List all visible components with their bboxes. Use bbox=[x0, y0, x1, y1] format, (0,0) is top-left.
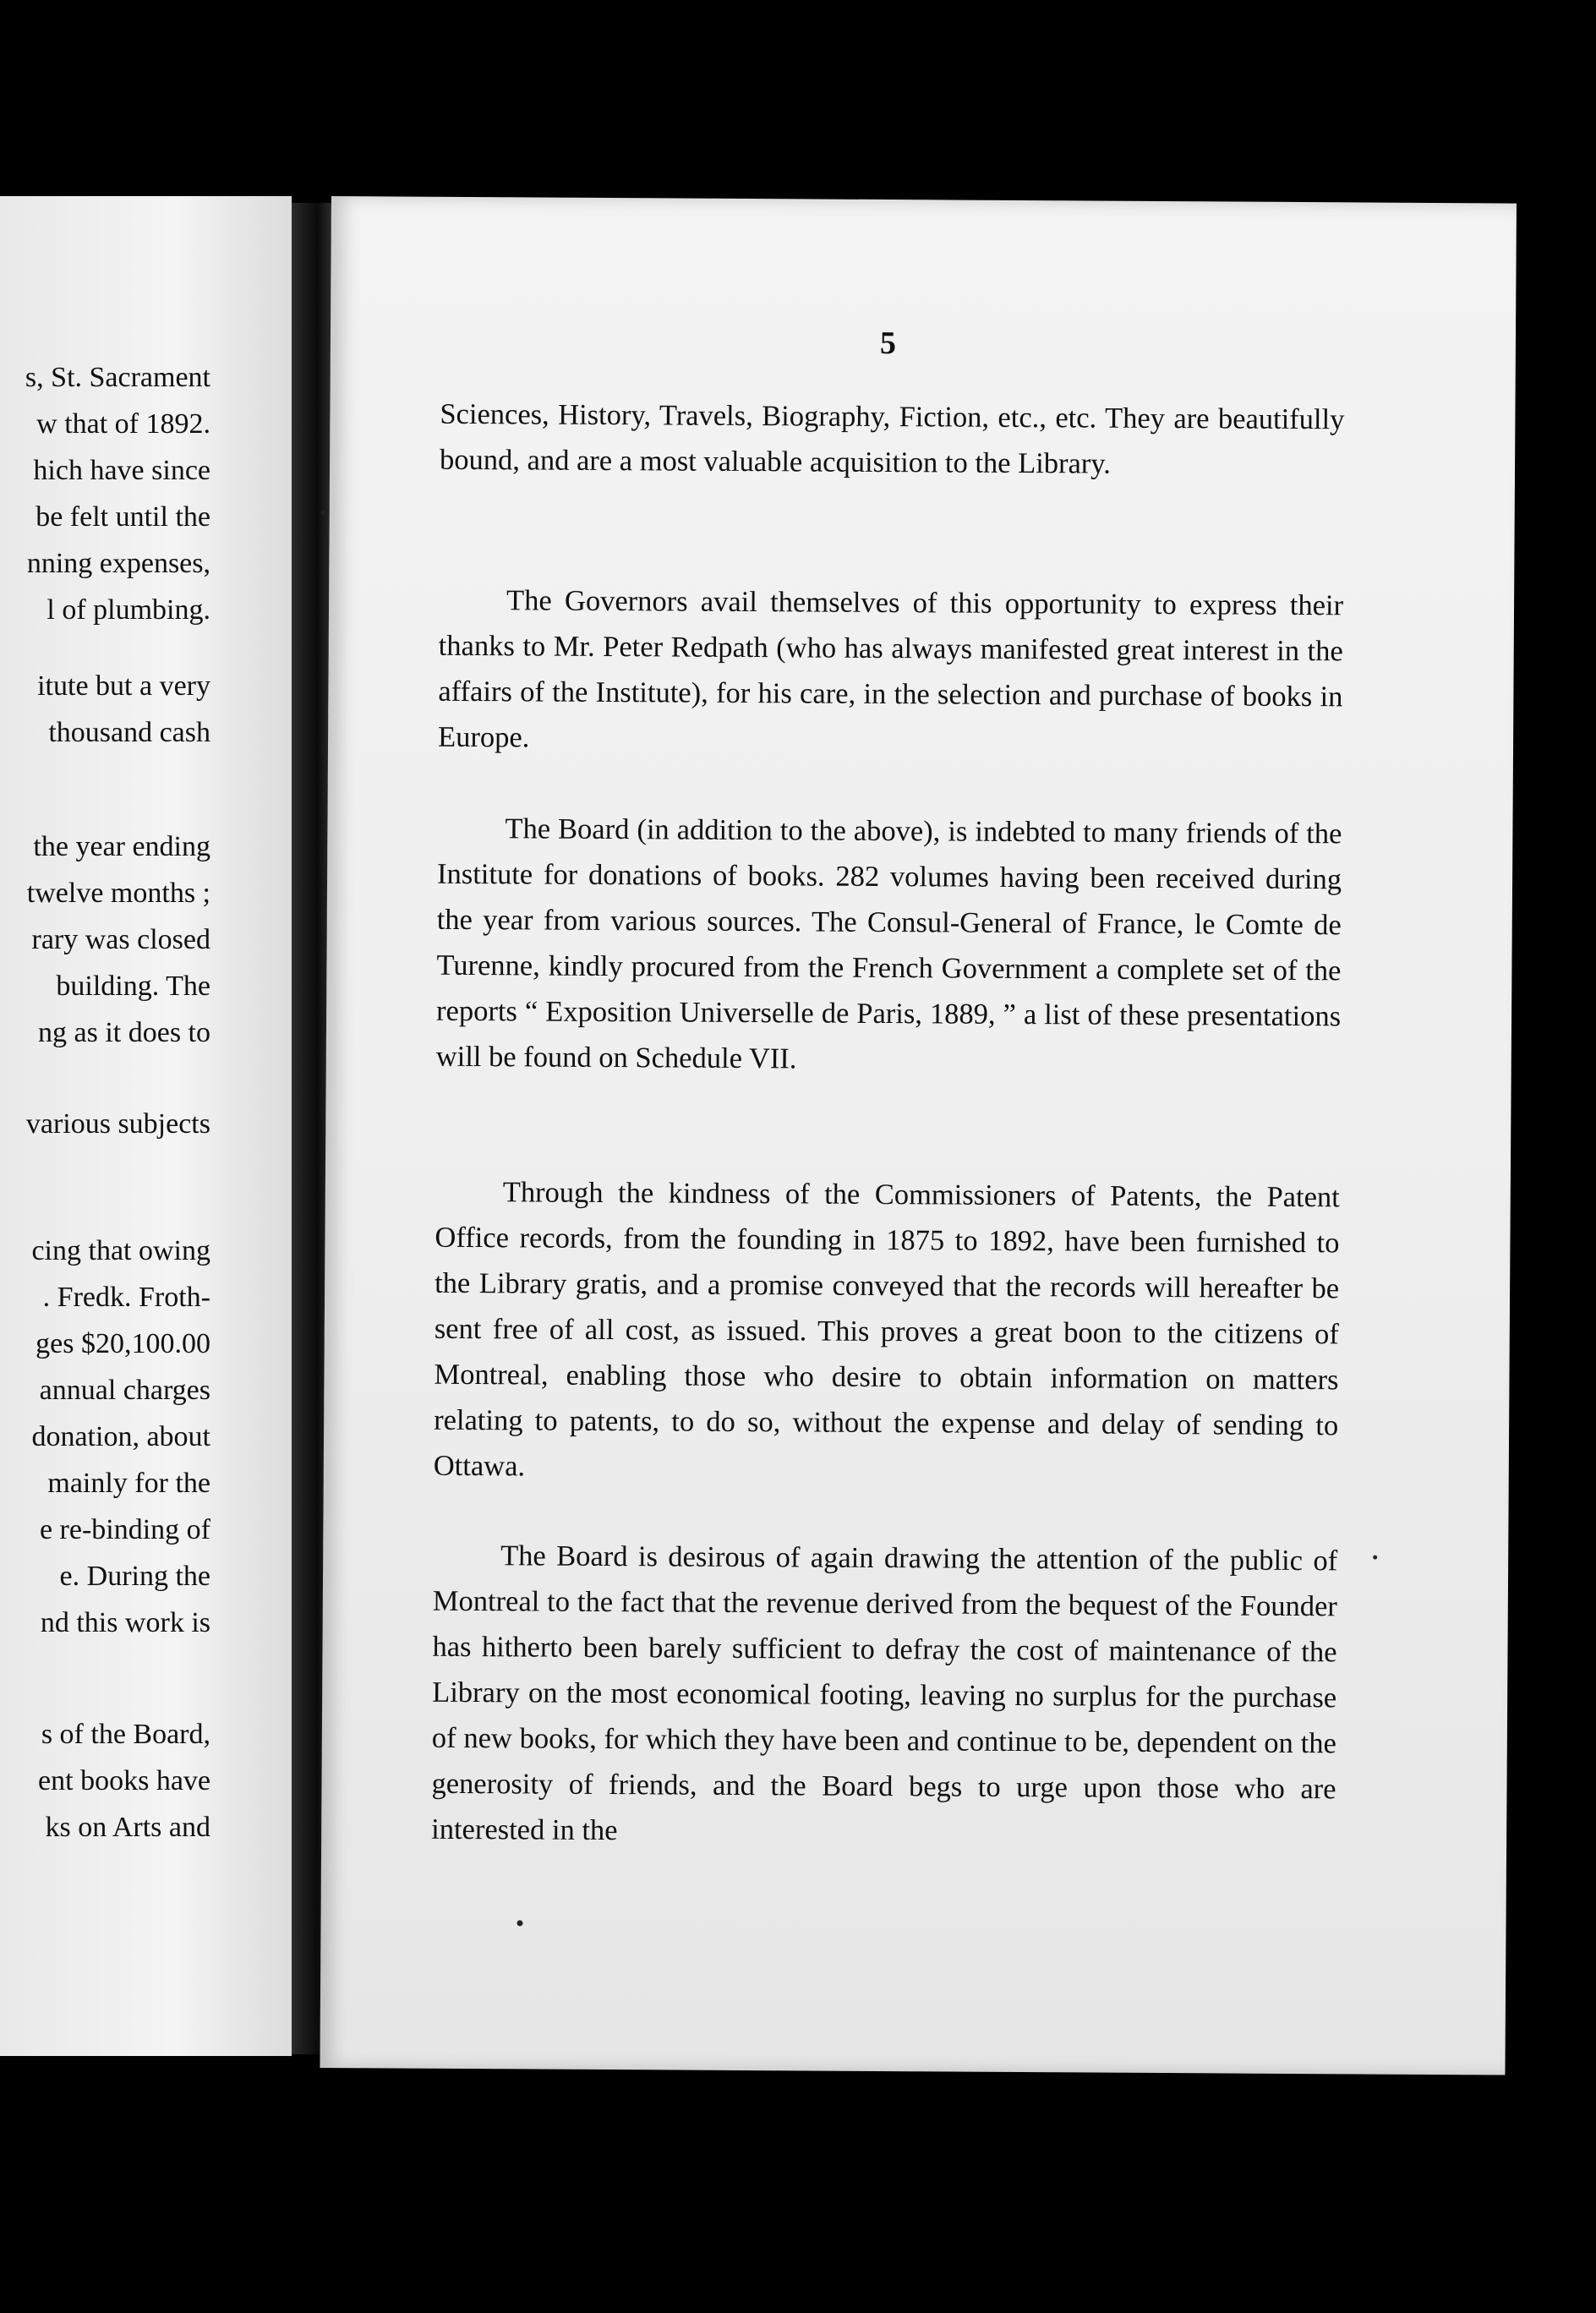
paragraph-patent-records: Through the kindness of the Commissioners of Patents, the Patent Office records, from the founding in 1875 to 1892, have been furnished to the Library gratis, and a promise conveyed that the records will hereafter be sent free of all cost, as issued. This proves a great boon to the citizens of Montreal, enabling those who desire to obtain information on matters relating to patents, to do so, without the expense and delay of sending to Ottawa. bbox=[433, 1176, 1340, 1483]
right-page bbox=[320, 196, 1516, 2075]
paragraph-continued: Sciences, History, Travels, Biography, Fiction, etc., etc. They are beautifully bound, and are a most valuable acquisition to the Library. bbox=[439, 397, 1345, 480]
page-number: 5 bbox=[879, 325, 897, 362]
left-page-line: s, St. Sacrament bbox=[25, 362, 210, 393]
left-page-line: s of the Board, bbox=[41, 1719, 210, 1750]
speck bbox=[517, 1920, 523, 1926]
left-page-line: ng as it does to bbox=[38, 1017, 210, 1048]
left-page-line: ks on Arts and bbox=[45, 1812, 210, 1843]
paragraph-donations: The Board (in addition to the above), is indebted to many friends of the Institute for donations of books. 282 volumes having been received during the year from various sources. The Consul-General of France, le Comte de Turenne, kindly procured from the French Government a complete set of the reports “ Exposition Universelle de Paris, 1889, ” a list of these presentations will be found on Schedule VII. bbox=[435, 812, 1342, 1075]
left-page bbox=[0, 196, 292, 2056]
left-page-line: rary was closed bbox=[31, 924, 210, 955]
paragraph-governors-thanks: The Governors avail themselves of this opportunity to express their thanks to Mr. Peter Redpath (who has always manifested great interest in the affairs of the Institute), for his care, in the selection and purchase of books in Europe. bbox=[437, 584, 1344, 754]
left-page-line: mainly for the bbox=[47, 1468, 210, 1499]
speck bbox=[321, 511, 325, 515]
left-page-line: building. The bbox=[56, 971, 210, 1002]
left-page-line: l of plumbing. bbox=[46, 594, 210, 626]
left-page-line: ent books have bbox=[38, 1765, 210, 1796]
left-page-line: various subjects bbox=[25, 1108, 210, 1140]
left-page-line: ges $20,100.00 bbox=[36, 1328, 210, 1359]
left-page-line: the year ending bbox=[33, 831, 210, 862]
left-page-line: e re-binding of bbox=[39, 1514, 210, 1545]
left-page-line: w that of 1892. bbox=[36, 408, 210, 440]
left-page-line: hich have since bbox=[33, 455, 210, 486]
paragraph-board-appeal: The Board is desirous of again drawing the attention of the public of Montreal to the fact that the revenue derived from the bequest of the Founder has hitherto been barely sufficient to defray the cost of maintenance of the Library on the most economical footing, leaving no surplus for the purchase of new books, for which they have been and continue to be, dependent on the generosity of friends, and the Board begs to urge upon those who are interested in the bbox=[431, 1539, 1338, 1847]
left-page-line: donation, about bbox=[31, 1421, 210, 1452]
left-page-line: itute but a very bbox=[37, 670, 210, 702]
left-page-line: annual charges bbox=[39, 1375, 210, 1406]
left-page-line: twelve months ; bbox=[26, 878, 210, 909]
left-page-line: cing that owing bbox=[31, 1235, 210, 1266]
left-page-line: thousand cash bbox=[48, 717, 210, 748]
speck bbox=[1373, 1556, 1377, 1560]
left-page-line: e. During the bbox=[59, 1561, 210, 1592]
left-page-line: . Fredk. Froth- bbox=[42, 1282, 210, 1313]
left-page-line: be felt until the bbox=[36, 501, 210, 533]
left-page-line: nd this work is bbox=[40, 1607, 210, 1638]
left-page-line: nning expenses, bbox=[26, 548, 210, 579]
